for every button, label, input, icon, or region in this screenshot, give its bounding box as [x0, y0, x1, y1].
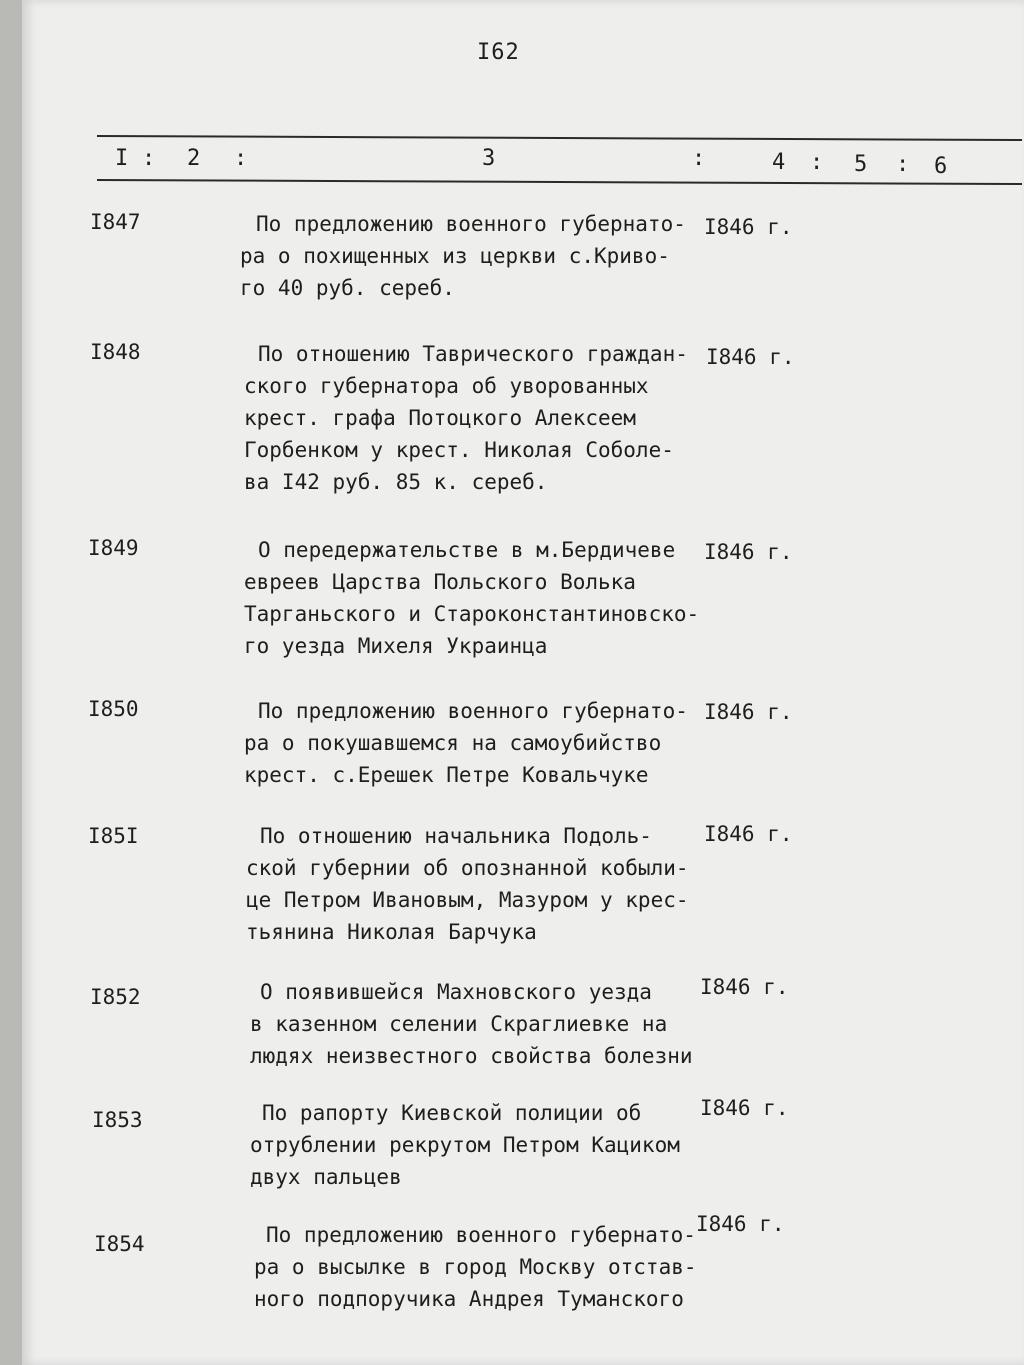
entry-year: I846 г. — [704, 700, 793, 724]
entry-line: го 40 руб. сереб. — [240, 276, 455, 300]
entry-line: Горбенком у крест. Николая Соболе- — [244, 438, 674, 462]
entry-line: крест. с.Ерешек Петре Ковальчуке — [244, 763, 649, 787]
column-separator: : — [896, 152, 910, 177]
column-separator: : — [692, 146, 706, 171]
entry-line: ва I42 руб. 85 к. сереб. — [244, 470, 548, 494]
entry-number: I848 — [90, 340, 141, 364]
document-page — [22, 0, 1024, 1365]
entry-line: ра о похищенных из церкви с.Криво- — [240, 244, 670, 268]
entry-line: ра о высылке в город Москву отстав- — [254, 1255, 697, 1279]
column-header-3: 3 — [482, 146, 496, 171]
entry-year: I846 г. — [696, 1212, 785, 1236]
entry-description — [250, 1097, 700, 1193]
entry-number: I853 — [92, 1108, 143, 1132]
entry-line: отрублении рекрутом Петром Кациком — [250, 1133, 680, 1157]
entry-description — [254, 1219, 704, 1315]
entry-line: ской губернии об опознанной кобыли- — [246, 856, 689, 880]
column-header-2: 2 — [187, 146, 201, 171]
entry-description — [250, 976, 700, 1072]
entry-number: I852 — [90, 985, 141, 1009]
entry-year: I846 г. — [704, 822, 793, 846]
entry-line: О передержательстве в м.Бердичеве — [258, 538, 676, 562]
entry-line: тьянина Николая Барчука — [246, 920, 537, 944]
entry-description — [240, 208, 690, 304]
entry-line: По предложению военного губернато- — [256, 212, 686, 236]
header-rule-top — [97, 135, 1022, 141]
entry-line: крест. графа Потоцкого Алексеем — [244, 406, 636, 430]
entry-description — [244, 695, 694, 791]
entry-line: По отношению начальника Подоль- — [260, 824, 652, 848]
column-separator: : — [234, 146, 248, 171]
entry-line: По предложению военного губернато- — [258, 699, 688, 723]
entry-number: I85I — [88, 824, 139, 848]
entry-year: I846 г. — [704, 215, 793, 239]
entry-line: По предложению военного губернато- — [266, 1223, 696, 1247]
entry-year: I846 г. — [704, 540, 793, 564]
entry-line: Тарганьского и Староконстантиновско- — [244, 602, 700, 626]
entry-number: I850 — [88, 697, 139, 721]
entry-line: ского губернатора об уворованных — [244, 374, 649, 398]
column-header-4: 4 — [772, 150, 786, 175]
column-header-1: I — [115, 146, 129, 171]
entry-line: По отношению Таврического граждан- — [258, 342, 688, 366]
column-separator: : — [810, 150, 824, 175]
entry-line: двух пальцев — [250, 1165, 402, 1189]
entry-line: О появившейся Махновского уезда — [260, 980, 652, 1004]
column-header-6: 6 — [934, 154, 948, 179]
entry-year: I846 г. — [700, 1096, 789, 1120]
page-number: I62 — [477, 40, 520, 65]
entry-line: це Петром Ивановым, Мазуром у крес- — [246, 888, 689, 912]
entry-number: I854 — [94, 1232, 145, 1256]
entry-line: го уезда Михеля Украинца — [244, 634, 548, 658]
entry-line: ра о покушавшемся на самоубийство — [244, 731, 662, 755]
entry-line: По рапорту Киевской полиции об — [262, 1101, 642, 1125]
entry-line: в казенном селении Скраглиевке на — [250, 1012, 668, 1036]
entry-line: ного подпоручика Андрея Туманского — [254, 1287, 684, 1311]
entry-line: людях неизвестного свойства болезни — [250, 1044, 693, 1068]
entry-line: евреев Царства Польского Волька — [244, 570, 636, 594]
entry-number: I849 — [88, 536, 139, 560]
entry-description — [244, 338, 694, 498]
column-header-5: 5 — [854, 152, 868, 177]
entry-year: I846 г. — [700, 975, 789, 999]
entry-description — [244, 534, 700, 662]
entry-number: I847 — [90, 210, 141, 234]
header-rule-bottom — [97, 179, 1022, 185]
entry-description — [246, 820, 696, 948]
entry-year: I846 г. — [706, 345, 795, 369]
column-separator: : — [142, 146, 156, 171]
